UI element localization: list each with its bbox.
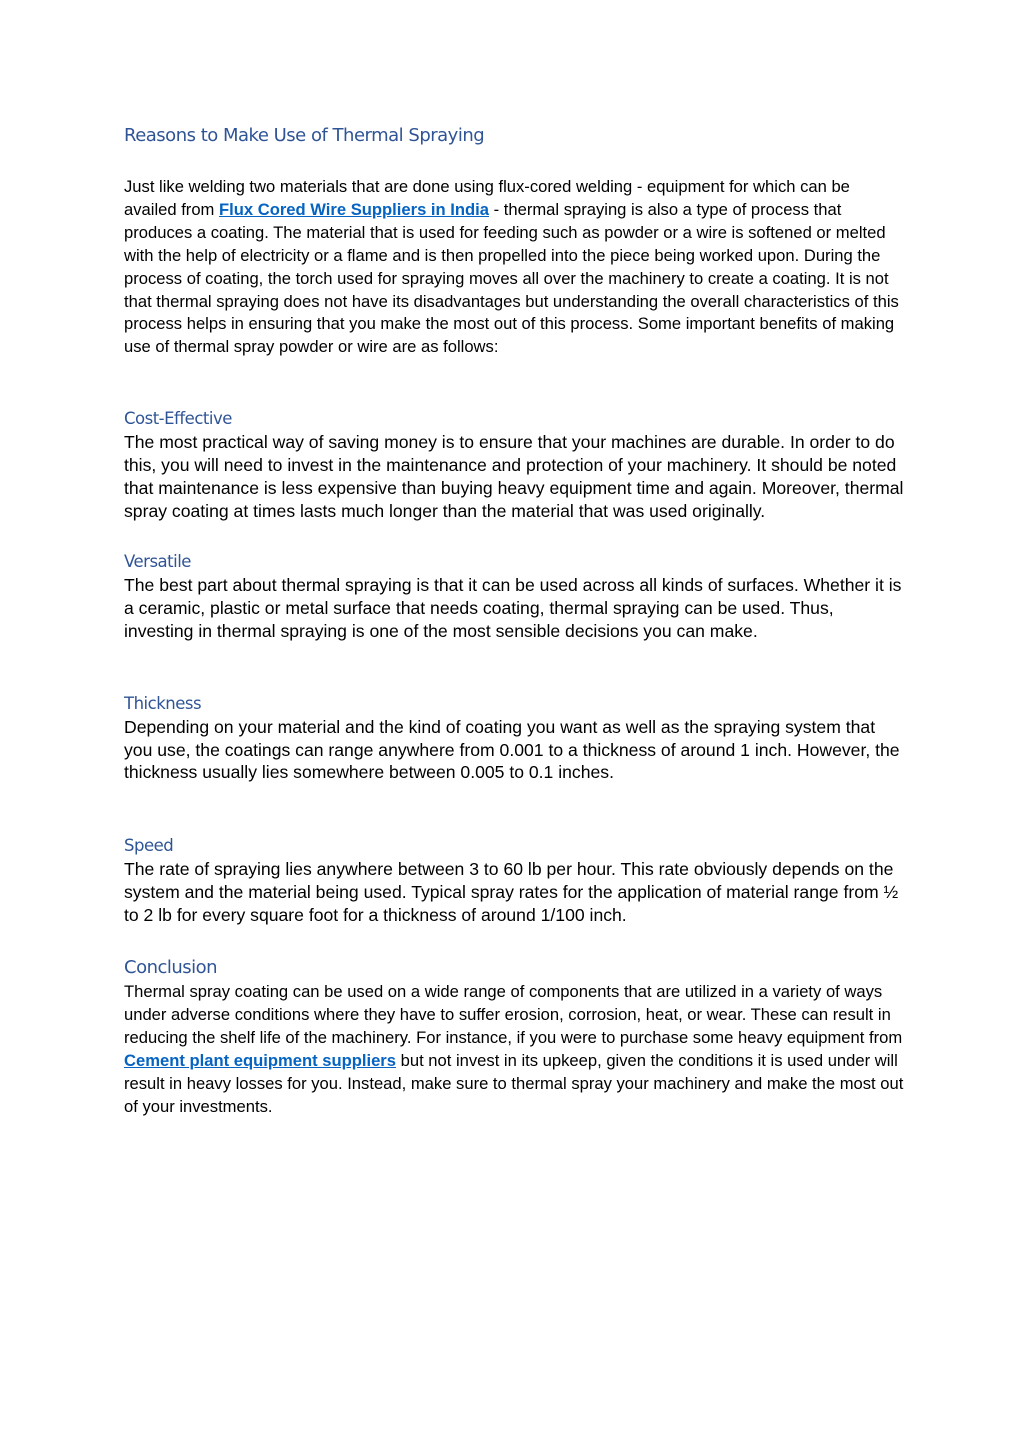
page-title: Reasons to Make Use of Thermal Spraying [124,125,485,146]
section-heading-versatile: Versatile [124,551,191,571]
section-body-cost-effective: The most practical way of saving money is to ensure that your machines are durable. In order to do this, you will need to invest in the maintenance and protection of your machinery. It should be noted that maintenance is less expensive than buying heavy equipment time and again. Moreover, thermal spray coating at times lasts much longer than the material that was used originally. [124,432,904,521]
flux-cored-wire-suppliers-link[interactable]: Flux Cored Wire Suppliers in India [219,199,489,219]
section-conclusion [124,955,904,1118]
conclusion-text-before-link: Thermal spray coating can be used on a wide range of components that are utilized in a variety of ways under adverse conditions where they have to suffer erosion, corrosion, heat, or wear. These can result in reducing the shelf life of the machinery. For instance, if you were to purchase some heavy equipment from [124,982,903,1047]
section-versatile [124,550,904,643]
section-heading-speed: Speed [124,836,174,856]
section-heading-thickness: Thickness [124,693,202,713]
section-thickness [124,692,904,785]
section-body-speed: The rate of spraying lies anywhere between 3 to 60 lb per hour. This rate obviously depends on the system and the material being used. Typical spray rates for the application of material range from ½ to 2 lb for every square foot for a thickness of around 1/100 inch. [124,859,899,926]
section-speed [124,834,904,927]
document-page [124,118,904,1118]
section-heading-cost-effective: Cost-Effective [124,409,232,429]
intro-text-after-link: - thermal spraying is also a type of process that produces a coating. The material that is used for feeding such as powder or a wire is softened or melted with the help of electricity or a flame and is then propelled into the piece being worked upon. During the process of coating, the torch used for spraying moves all over the machinery to create a coating. It is not that thermal spraying does not have its disadvantages but understanding the overall characteristics of this process helps in ensuring that you make the most out of this process. Some important benefits of making use of thermal spray powder or wire are as follows: [124,199,899,357]
intro-paragraph [124,176,904,359]
section-cost-effective [124,407,904,523]
intro-text-before-link: Just like welding two materials that are done using flux-cored welding - equipment for which can be availed from [124,177,850,219]
cement-plant-equipment-suppliers-link[interactable]: Cement plant equipment suppliers [124,1050,396,1070]
section-heading-conclusion: Conclusion [124,957,218,979]
section-body-versatile: The best part about thermal spraying is that it can be used across all kinds of surfaces. Whether it is a ceramic, plastic or metal surface that needs coating, thermal spraying can be used. Thus, investing in thermal spraying is one of the most sensible decisions you can make. [124,574,902,641]
conclusion-text-after-link: but not invest in its upkeep, given the conditions it is used under will result in heavy losses for you. Instead, make sure to thermal spray your machinery and make the most out of your investments. [124,1050,904,1116]
section-body-thickness: Depending on your material and the kind of coating you want as well as the spraying system that you use, the coatings can range anywhere from 0.001 to a thickness of around 1 inch. However, the thickness usually lies somewhere between 0.005 to 0.1 inches. [124,716,900,783]
section-body-conclusion [124,981,904,1118]
